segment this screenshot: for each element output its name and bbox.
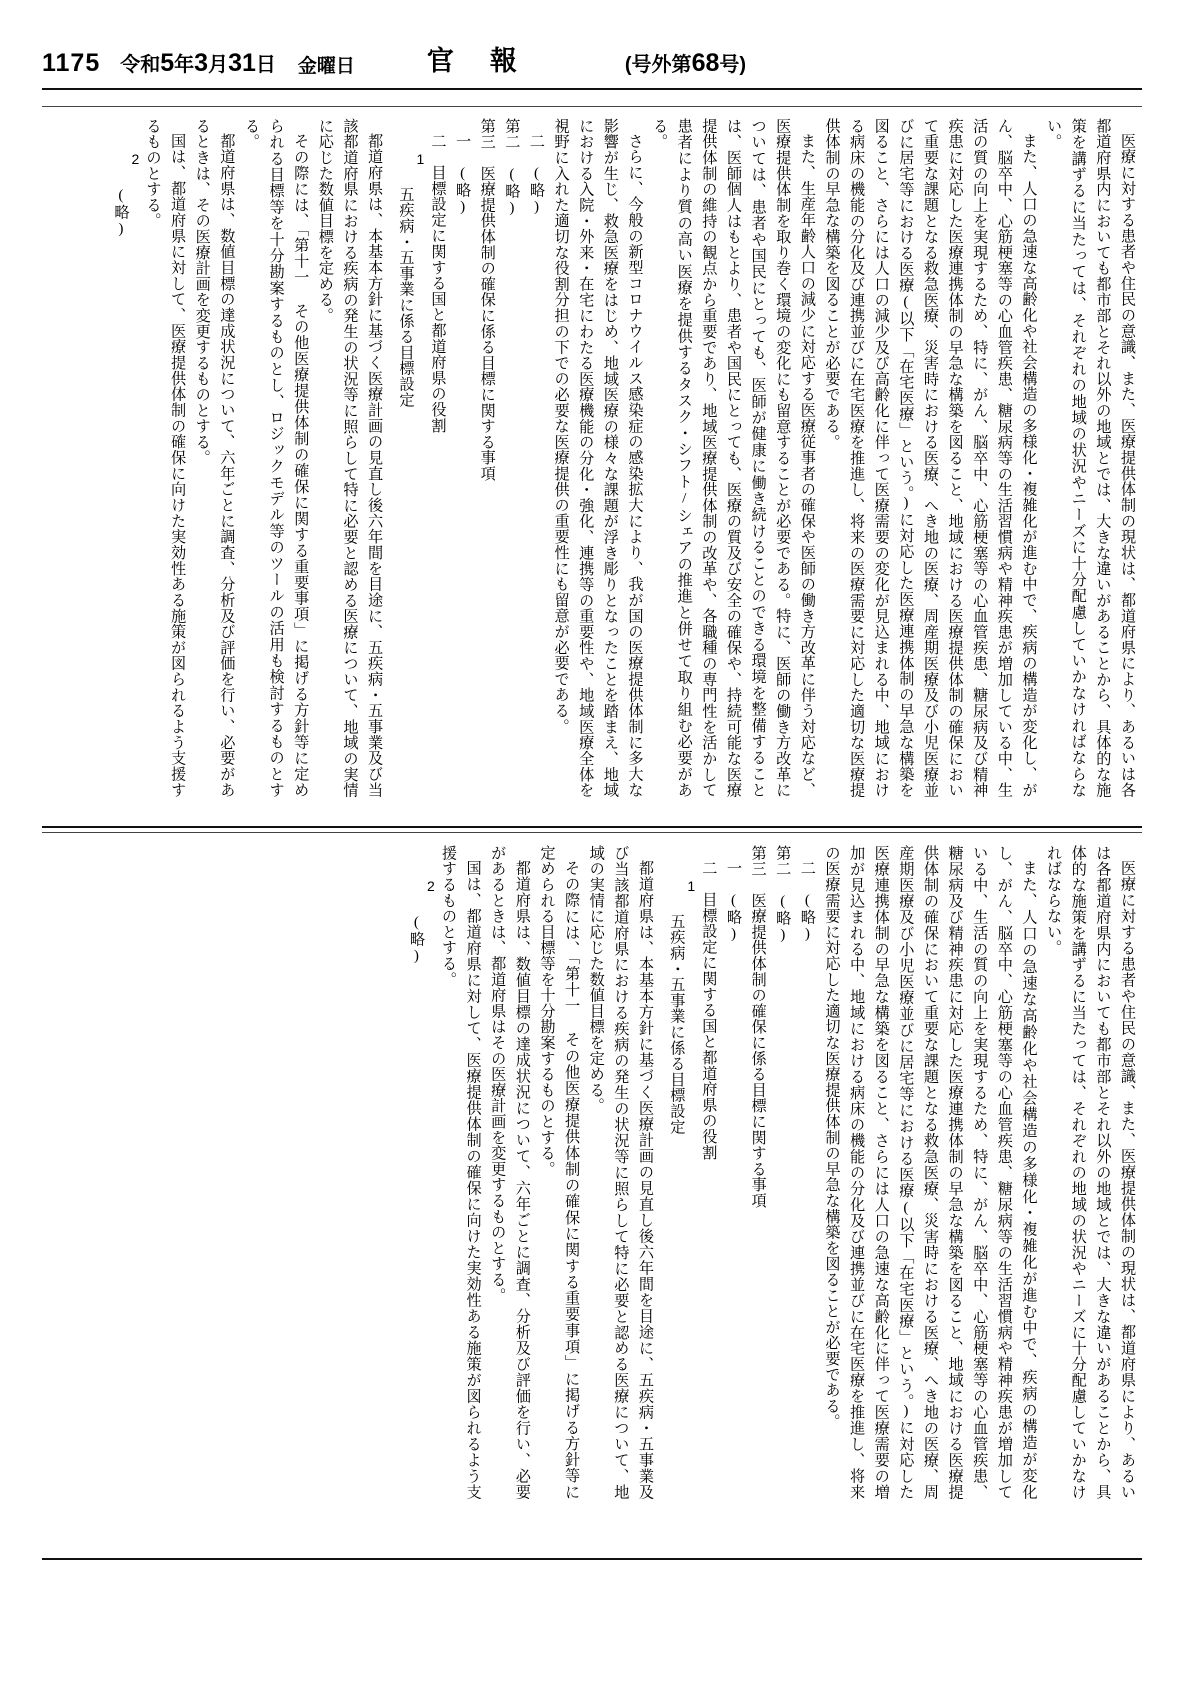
original-paragraph-1: 医療に対する患者や住民の意識、また、医療提供体制の現状は、都道府県により、あるいは各都道府県内においても都市部とそれ以外の地域とでは、大きな違いがあることから、具体的な施策を講ずるに当たっては、それぞれの地域の状況やニーズに十分配慮していかなければならない。 bbox=[1045, 845, 1136, 1500]
revised-paragraph-4: さらに、今般の新型コロナウイルス感染症の感染拡大により、我が国の医療提供体制に多大な影響が生じ、救急医療をはじめ、地域医療の様々な課題が浮き彫りとなったことを踏まえ、地域における入院・外来・在宅にわたる医療機能の分化・強化、連携等の重要性や、地域医療全体を視野に入れた適切な役割分担の下での必要な医療提供の重要性にも留意が必要である。 bbox=[552, 118, 644, 798]
page-number: 1175 bbox=[42, 49, 101, 77]
original-section-dai3-marker: 第三 bbox=[749, 845, 767, 877]
revised-section-dai3-marker: 第三 bbox=[478, 118, 496, 150]
original-item-2-title: (略) bbox=[407, 913, 425, 965]
revised-presection-ni-title: (略) bbox=[528, 164, 545, 216]
revised-item-1-marker: 1 bbox=[416, 151, 425, 168]
day-number: 31 bbox=[228, 49, 256, 77]
year-unit: 年 bbox=[174, 54, 195, 76]
original-item-1-marker: 1 bbox=[687, 878, 696, 895]
original-item-2-marker: 2 bbox=[426, 878, 436, 895]
original-section-ichi bbox=[720, 845, 745, 1500]
revised-item1-paragraph-3: 都道府県は、数値目標の達成状況について、六年ごとに調査、分析及び評価を行い、必要があるときは、その医療計画を変更するものとする。 bbox=[193, 118, 236, 798]
issue-num: 68 bbox=[691, 49, 720, 77]
block-divider-rule-primary bbox=[42, 826, 1142, 828]
revised-text-block bbox=[101, 118, 1139, 798]
original-section-dai2-title: (略) bbox=[774, 892, 792, 944]
page-bottom-rule bbox=[42, 1558, 1142, 1560]
era-name: 令和 bbox=[120, 54, 161, 76]
original-item1-paragraph-1: 都道府県は、本基本方針に基づく医療計画の見直し後六年間を目途に、五疾病・五事業及び当該都道府県における疾病の発生の状況等に照らして特に必要と認める医療について、地域の実情に応じた数値目標を定める。 bbox=[587, 845, 654, 1500]
revised-section-ni-title: 目標設定に関する国と都道府県の役割 bbox=[429, 164, 447, 434]
revised-section-dai2-marker: 第二 bbox=[503, 118, 521, 150]
gazette-date bbox=[120, 48, 276, 78]
revised-section-ichi-marker: 一 bbox=[454, 133, 472, 149]
revised-section-ni bbox=[425, 118, 450, 798]
original-presection-ni-text: 二 bbox=[798, 860, 816, 876]
original-item1-paragraph-2: その際には、「第十一 その他医療提供体制の確保に関する重要事項」に掲げる方針等に定められる目標等を十分勘案するものとする。 bbox=[538, 845, 581, 1500]
year-number: 5 bbox=[160, 49, 175, 77]
revised-section-dai3 bbox=[474, 118, 499, 798]
revised-section-ichi bbox=[450, 118, 475, 798]
revised-section-dai2-title: (略) bbox=[503, 165, 521, 217]
original-presection-ni-title: (略) bbox=[798, 891, 816, 943]
revised-presection-ni-text: 二 bbox=[528, 133, 545, 149]
page-header bbox=[42, 38, 1142, 78]
revised-item-1 bbox=[386, 118, 425, 798]
revised-item-2 bbox=[101, 118, 140, 798]
issue-number bbox=[625, 48, 746, 78]
month-unit: 月 bbox=[208, 54, 229, 76]
revised-paragraph-3: また、生産年齢人口の減少に対応する医療従事者の確保や医師の働き方改革に伴う対応など、医療提供体制を取り巻く環境の変化にも留意することが必要である。特に、医師の働き方改革については、患者や国民にとっても、医師が健康に働き続けることのできる環境を整備することは、医師個人はもとより、患者や国民にとっても、医療の質及び安全の確保や、持続可能な医療提供体制の維持の観点から重要であり、地域医療提供体制の改革や、各職種の専門性を活かして患者により質の高い医療を提供するタスク・シフト/シェアの推進と併せて取り組む必要がある。 bbox=[651, 118, 816, 798]
revised-paragraph-1: 医療に対する患者や住民の意識、また、医療提供体制の現状は、都道府県により、あるいは各都道府県内においても都市部とそれ以外の地域とでは、大きな違いがあることから、具体的な施策を講ずるに当たっては、それぞれの地域の状況やニーズに十分配慮していかなければならない。 bbox=[1045, 118, 1136, 798]
original-section-ni-title: 目標設定に関する国と都道府県の役割 bbox=[700, 891, 718, 1161]
weekday-label: 金曜日 bbox=[297, 56, 355, 77]
original-item-1-title: 五疾病・五事業に係る目標設定 bbox=[668, 913, 686, 1136]
block-divider-rule-secondary bbox=[42, 832, 1142, 833]
original-section-ni bbox=[696, 845, 721, 1500]
original-item1-paragraph-3: 都道府県は、数値目標の達成状況について、六年ごとに調査、分析及び評価を行い、必要があるときは、都道府県はその医療計画を変更するものとする。 bbox=[489, 845, 531, 1500]
revised-item-2-marker: 2 bbox=[131, 151, 140, 168]
gazette-title: 官報 bbox=[426, 46, 553, 76]
header-rule-second bbox=[42, 106, 1142, 107]
original-section-dai3 bbox=[745, 845, 770, 1500]
revised-item1-paragraph-2: その際には、「第十一 その他医療提供体制の確保に関する重要事項」に掲げる方針等に定められる目標等を十分勘案するものとし、ロジックモデル等のツールの活用も検討するものとする。 bbox=[242, 118, 310, 798]
original-paragraph-2: また、人口の急速な高齢化や社会構造の多様化・複雑化が進む中で、疾病の構造が変化し、がん、脳卒中、心筋梗塞等の心血管疾患、糖尿病等の生活習慣病や精神疾患が増加している中、生活の質の向上を実現するため、特に、がん、脳卒中、心筋梗塞等の心血管疾患、糖尿病及び精神疾患に対応した医療連携体制の早急な構築を図ること、地域における医療提供体制の確保において重要な課題となる救急医療、災害時における医療、へき地の医療、周産期医療及び小児医療並びに居宅等における医療(以下「在宅医療」という。)に対応した医療連携体制の早急な構築を図ること、さらには人口の急速な高齢化に伴って医療需要の増加が見込まれる中、地域における病床の機能の分化及び連携並びに在宅医療を推進し、将来の医療需要に対応した適切な医療提供体制の早急な構築を図ることが必要である。 bbox=[823, 845, 1038, 1500]
revised-section-dai2 bbox=[499, 118, 524, 798]
revised-item1-paragraph-1: 都道府県は、本基本方針に基づく医療計画の見直し後六年間を目途に、五疾病・五事業及び当該都道府県における疾病の発生の状況等に照らして特に必要と認める医療について、地域の実情に応じた数値目標を定める。 bbox=[316, 118, 384, 798]
day-unit: 日 bbox=[255, 54, 276, 76]
original-section-dai2 bbox=[770, 845, 795, 1500]
original-text-block bbox=[397, 845, 1139, 1500]
original-presection-marker-ni bbox=[794, 845, 819, 1500]
original-section-dai3-title: 医療提供体制の確保に係る目標に関する事項 bbox=[749, 892, 767, 1209]
revised-item-2-title: (略) bbox=[112, 186, 130, 238]
issue-open-paren: (号外第 bbox=[624, 54, 692, 76]
original-item-2 bbox=[397, 845, 436, 1500]
original-section-ichi-title: (略) bbox=[725, 891, 742, 943]
revised-item-1-title: 五疾病・五事業に係る目標設定 bbox=[397, 186, 415, 409]
original-section-dai2-marker: 第二 bbox=[774, 845, 792, 877]
month-number: 3 bbox=[194, 49, 209, 77]
revised-presection-marker-ni bbox=[523, 118, 548, 798]
original-section-ni-marker: 二 bbox=[700, 860, 718, 876]
original-item-1 bbox=[657, 845, 696, 1500]
header-rule-top bbox=[42, 88, 1142, 90]
revised-item1-paragraph-4: 国は、都道府県に対して、医療提供体制の確保に向けた実効性ある施策が図られるよう支援するものとする。 bbox=[144, 118, 187, 798]
revised-section-dai3-title: 医療提供体制の確保に係る目標に関する事項 bbox=[478, 165, 496, 482]
original-item1-paragraph-4: 国は、都道府県に対して、医療提供体制の確保に向けた実効性ある施策が図られるよう支援するものとする。 bbox=[439, 845, 482, 1500]
revised-paragraph-2: また、人口の急速な高齢化や社会構造の多様化・複雑化が進む中で、疾病の構造が変化し、がん、脳卒中、心筋梗塞等の心血管疾患、糖尿病等の生活習慣病や精神疾患が増加している中、生活の質の向上を実現するため、特に、がん、脳卒中、心筋梗塞等の心血管疾患、糖尿病及び精神疾患に対応した医療連携体制の早急な構築を図ること、地域における医療提供体制の確保において重要な課題となる救急医療、災害時における医療、へき地の医療、周産期医療及び小児医療並びに居宅等における医療(以下「在宅医療」という。)に対応した医療連携体制の早急な構築を図ること、さらには人口の減少及び高齢化に伴って医療需要の変化が見込まれる中、地域における病床の機能の分化及び連携並びに在宅医療を推進し、将来の医療需要に対応した適切な医療提供体制の早急な構築を図ることが必要である。 bbox=[823, 118, 1038, 798]
original-section-ichi-marker: 一 bbox=[725, 860, 742, 876]
revised-section-ichi-title: (略) bbox=[454, 164, 472, 216]
issue-close-paren: 号) bbox=[719, 54, 747, 76]
revised-section-ni-marker: 二 bbox=[429, 133, 447, 149]
